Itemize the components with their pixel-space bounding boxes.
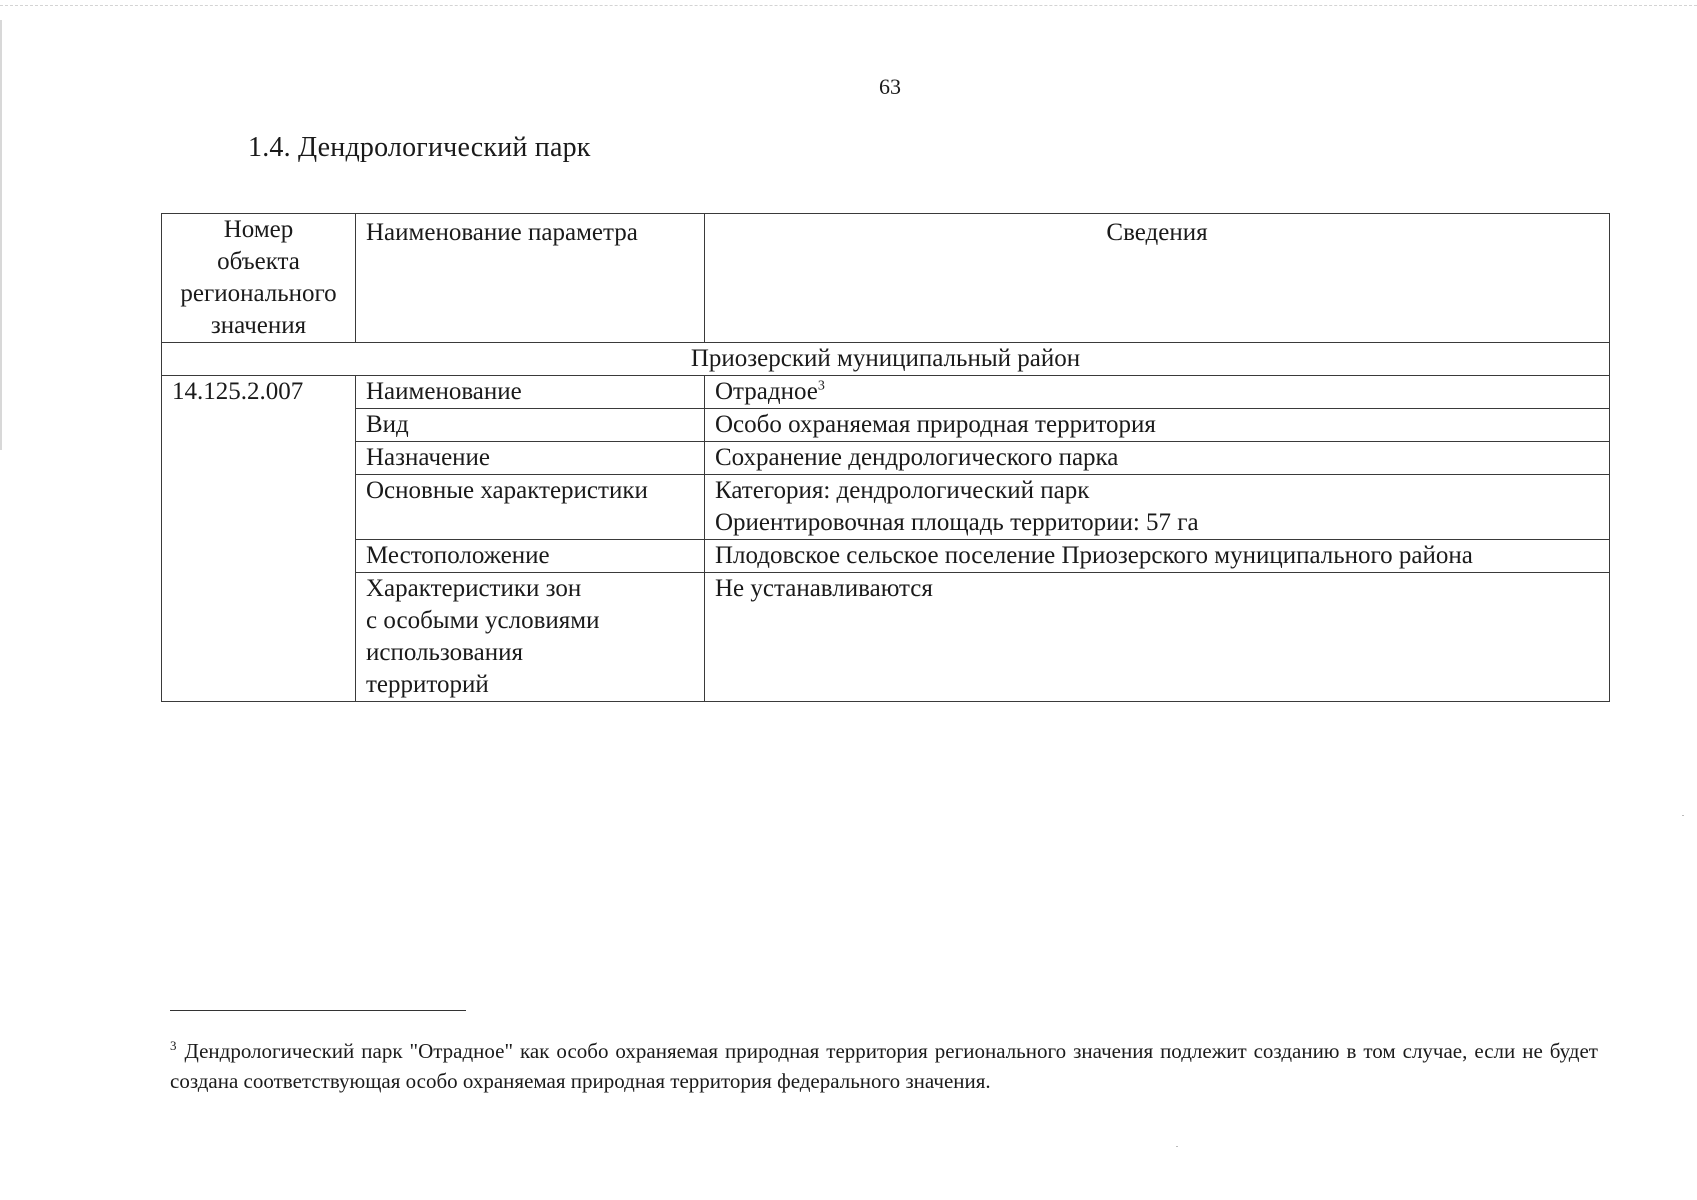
footnote	[170, 1036, 1598, 1096]
param-info: Особо охраняемая природная территория	[705, 409, 1610, 442]
header-number-line: Номер	[223, 216, 294, 243]
param-name: Наименование	[356, 376, 705, 409]
table-row	[162, 475, 1610, 540]
info-line: Категория: дендрологический парк	[715, 477, 1090, 504]
region-name: Приозерский муниципальный район	[162, 343, 1610, 376]
param-name-line: Характеристики зон	[366, 575, 582, 602]
scan-speck	[1176, 1146, 1178, 1147]
footnote-mark: 3	[170, 1038, 177, 1053]
param-name: Местоположение	[356, 540, 705, 573]
param-name: Вид	[356, 409, 705, 442]
table-row	[162, 442, 1610, 475]
info-value: Отрадное	[715, 378, 818, 405]
footnote-text: Дендрологический парк "Отрадное" как особо охраняемая природная территория регионального значения подлежит созданию в том случае, если не будет создана соответствующая особо охраняемая природная территория федерального значения.	[170, 1039, 1598, 1093]
param-info: Плодовское сельское поселение Приозерского муниципального района	[705, 540, 1610, 573]
param-name	[356, 573, 705, 702]
scan-edge-top	[0, 5, 1697, 6]
table-header-row	[162, 214, 1610, 343]
object-number: 14.125.2.007	[162, 376, 356, 702]
header-number-line: регионального	[180, 280, 337, 307]
footnote-separator	[170, 1010, 466, 1011]
region-row	[162, 343, 1610, 376]
param-name: Основные характеристики	[356, 475, 705, 540]
info-line: Ориентировочная площадь территории: 57 га	[715, 509, 1199, 536]
param-info	[705, 475, 1610, 540]
scan-speck	[1682, 815, 1684, 816]
param-info: Не устанавливаются	[705, 573, 1610, 702]
param-name-line: территорий	[366, 671, 489, 698]
table-row	[162, 376, 1610, 409]
param-info	[705, 376, 1610, 409]
table-row	[162, 540, 1610, 573]
param-name-line: использования	[366, 639, 523, 666]
header-object-number	[162, 214, 356, 343]
param-info: Сохранение дендрологического парка	[705, 442, 1610, 475]
param-name: Назначение	[356, 442, 705, 475]
header-parameter-name: Наименование параметра	[356, 214, 705, 343]
page-number: 63	[879, 74, 901, 99]
table-row	[162, 573, 1610, 702]
header-info: Сведения	[705, 214, 1610, 343]
footnote-reference: 3	[817, 378, 825, 394]
header-number-line: значения	[210, 312, 307, 339]
header-number-line: объекта	[217, 248, 300, 275]
table-row	[162, 409, 1610, 442]
param-name-line: с особыми условиями	[366, 607, 600, 634]
parameters-table	[161, 213, 1610, 702]
section-title: 1.4. Дендрологический парк	[248, 132, 591, 163]
